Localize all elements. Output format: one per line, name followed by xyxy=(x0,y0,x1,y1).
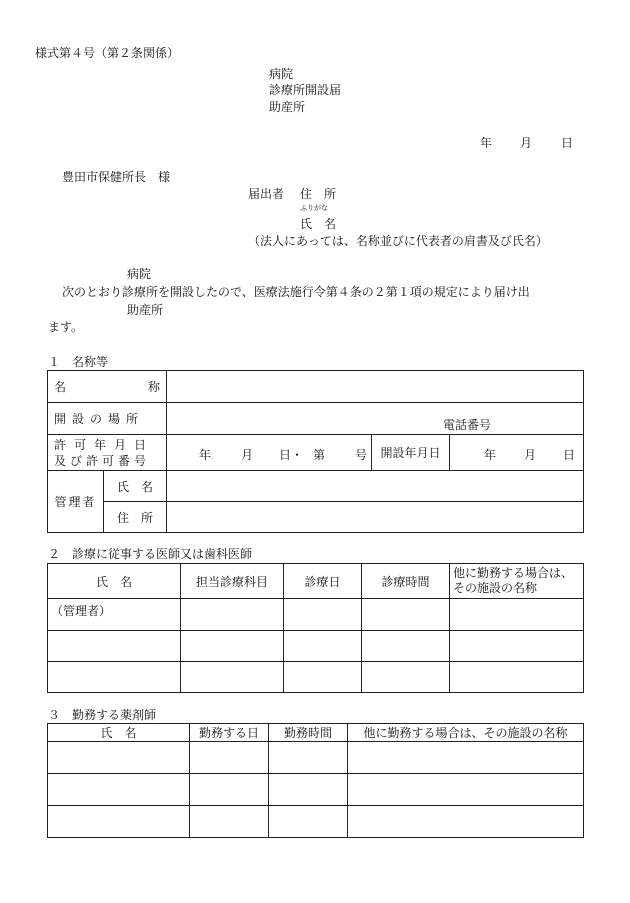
permit-label: 許可年月日 及び許可番号 xyxy=(48,435,167,471)
pharmacist-row-2-hours[interactable] xyxy=(269,774,348,806)
doctor-row-1-days[interactable] xyxy=(284,599,362,631)
applicant-address-label: 住 所 xyxy=(300,187,337,201)
location-label: 開設の場所 xyxy=(48,403,167,435)
section3-heading: ３ 勤務する薬剤師 xyxy=(48,708,157,722)
manager-note: （管理者） xyxy=(51,604,112,618)
pharmacist-row-3-hours[interactable] xyxy=(269,806,348,838)
title-hospital: 病院 xyxy=(269,67,294,81)
doctor-row-2-hours[interactable] xyxy=(362,631,450,662)
date-month-label: 月 xyxy=(520,136,533,150)
furigana-label: ふりがな xyxy=(300,204,328,212)
pharmacist-name-header: 氏 名 xyxy=(48,724,190,742)
body-hospital: 病院 xyxy=(127,267,152,281)
open-date-label: 開設年月日 xyxy=(372,435,450,471)
manager-name-field[interactable] xyxy=(167,471,584,502)
body-midwifery: 助産所 xyxy=(127,303,164,317)
doctor-row-3-days[interactable] xyxy=(284,662,362,693)
work-days-header: 勤務する日 xyxy=(190,724,269,742)
pharmacist-row-2-days[interactable] xyxy=(190,774,269,806)
department-header: 担当診療科目 xyxy=(181,564,284,599)
section1-heading: １ 名称等 xyxy=(48,355,109,369)
pharmacist-row-2-name[interactable] xyxy=(48,774,190,806)
manager-label: 管理者 xyxy=(48,471,104,533)
body-text-line2: ます。 xyxy=(48,320,84,334)
date-year-label: 年 xyxy=(480,136,493,150)
clinic-hours-header: 診療時間 xyxy=(362,564,450,599)
work-hours-header: 勤務時間 xyxy=(269,724,348,742)
doctor-row-1-name[interactable] xyxy=(48,599,181,631)
pharmacist-other-facility-header: 他に勤務する場合は、その施設の名称 xyxy=(348,724,584,742)
pharmacist-row-1-hours[interactable] xyxy=(269,742,348,774)
doctor-row-2-name[interactable] xyxy=(48,631,181,662)
doctor-row-1-hours[interactable] xyxy=(362,599,450,631)
pharmacist-row-3-other[interactable] xyxy=(348,806,584,838)
facility-name-field[interactable] xyxy=(167,371,584,403)
doctors-table xyxy=(47,563,584,693)
pharmacist-row-2-other[interactable] xyxy=(348,774,584,806)
doctor-row-1-department[interactable] xyxy=(181,599,284,631)
doctor-row-1-other[interactable] xyxy=(450,599,584,631)
other-facility-header: 他に勤務する場合は、 その施設の名称 xyxy=(450,564,584,599)
doctor-row-2-department[interactable] xyxy=(181,631,284,662)
manager-name-label: 氏 名 xyxy=(104,471,167,502)
pharmacists-table xyxy=(47,723,584,838)
facility-name-label: 名 称 xyxy=(48,371,167,403)
doctor-name-header: 氏 名 xyxy=(48,564,181,599)
doctor-row-2-days[interactable] xyxy=(284,631,362,662)
recipient: 豊田市保健所長 様 xyxy=(62,170,171,184)
form-number: 様式第４号（第２条関係） xyxy=(35,46,180,60)
section2-heading: ２ 診療に従事する医師又は歯科医師 xyxy=(48,547,253,561)
title-clinic-notification: 診療所開設届 xyxy=(269,83,342,97)
doctor-row-3-department[interactable] xyxy=(181,662,284,693)
pharmacist-row-1-other[interactable] xyxy=(348,742,584,774)
doctor-row-2-other[interactable] xyxy=(450,631,584,662)
clinic-days-header: 診療日 xyxy=(284,564,362,599)
pharmacist-row-1-name[interactable] xyxy=(48,742,190,774)
pharmacist-row-3-name[interactable] xyxy=(48,806,190,838)
manager-address-field[interactable] xyxy=(167,502,584,533)
facility-info-table xyxy=(47,370,584,533)
doctor-row-3-name[interactable] xyxy=(48,662,181,693)
body-text-line1: 次のとおり診療所を開設したので、医療法施行令第４条の２第１項の規定により届け出 xyxy=(62,285,530,299)
doctor-row-3-other[interactable] xyxy=(450,662,584,693)
pharmacist-row-1-days[interactable] xyxy=(190,742,269,774)
open-date-field[interactable]: 年 月 日 xyxy=(450,435,584,471)
pharmacist-row-3-days[interactable] xyxy=(190,806,269,838)
doctor-row-3-hours[interactable] xyxy=(362,662,450,693)
corporation-note: （法人にあっては、名称並びに代表者の肩書及び氏名） xyxy=(248,234,548,248)
phone-label: 電話番号 xyxy=(443,418,492,432)
permit-date-field[interactable]: 年 月 日・ 第 号 xyxy=(167,435,372,471)
title-midwifery: 助産所 xyxy=(269,100,306,114)
applicant-name-label: 氏 名 xyxy=(300,217,337,231)
date-day-label: 日 xyxy=(561,136,574,150)
applicant-label: 届出者 xyxy=(248,187,285,201)
location-field[interactable] xyxy=(167,403,584,435)
manager-address-label: 住 所 xyxy=(104,502,167,533)
